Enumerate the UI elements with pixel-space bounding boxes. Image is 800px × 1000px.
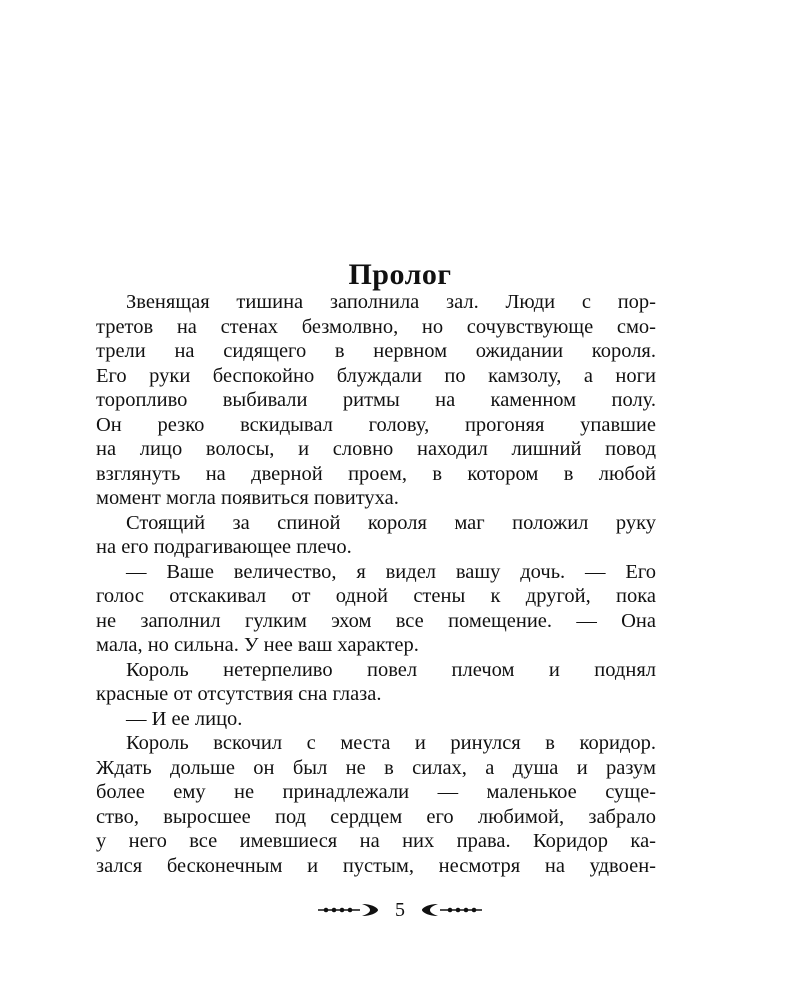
ornament-right-icon <box>420 902 482 918</box>
text-line: более ему не принадлежали — маленькое суще- <box>96 781 656 803</box>
body-text <box>96 290 656 878</box>
text-line: Звенящая тишина заполнила зал. Люди с пор- <box>126 291 656 313</box>
text-line: взглянуть на дверной проем, в котором в любой <box>96 462 656 485</box>
text-line: Король нетерпеливо повел плечом и поднял <box>126 658 656 681</box>
text-line: у него все имевшиеся на них права. Коридор ка- <box>96 830 656 852</box>
text-line: ство, выросшее под сердцем его любимой, забрало <box>96 805 656 828</box>
text-line: на его подрагивающее плечо. <box>96 536 352 558</box>
text-line: — И ее лицо. <box>126 707 243 730</box>
text-line: Он резко вскидывал голову, прогоняя упавшие <box>96 413 656 436</box>
text-line: Его руки беспокойно блуждали по камзолу, а ноги <box>96 364 656 387</box>
text-line: зался бесконечным и пустым, несмотря на удвоен- <box>96 854 656 877</box>
text-line: на лицо волосы, и словно находил лишний повод <box>96 438 656 460</box>
text-line: трели на сидящего в нервном ожидании короля. <box>96 340 656 362</box>
text-line: — Ваше величество, я видел вашу дочь. — Его <box>126 560 656 583</box>
text-line: третов на стенах безмолвно, но сочувствующе смо- <box>96 315 656 338</box>
ornament-left-icon <box>318 902 380 918</box>
page-footer <box>0 898 800 922</box>
text-line: Ждать дольше он был не в силах, а душа и разум <box>96 756 656 779</box>
text-line: торопливо выбивали ритмы на каменном полу. <box>96 389 656 411</box>
text-line: Стоящий за спиной короля маг положил руку <box>126 511 656 534</box>
text-line: момент могла появиться повитуха. <box>96 487 399 509</box>
page-number: 5 <box>395 899 405 921</box>
text-line: красные от отсутствия сна глаза. <box>96 683 382 705</box>
chapter-title: Пролог <box>348 258 452 291</box>
text-line: голос отскакивал от одной стены к другой, пока <box>96 585 656 607</box>
text-line: Король вскочил с места и ринулся в коридор. <box>126 732 656 754</box>
text-line: не заполнил гулким эхом все помещение. — Она <box>96 609 656 632</box>
text-line: мала, но сильна. У нее ваш характер. <box>96 634 419 656</box>
